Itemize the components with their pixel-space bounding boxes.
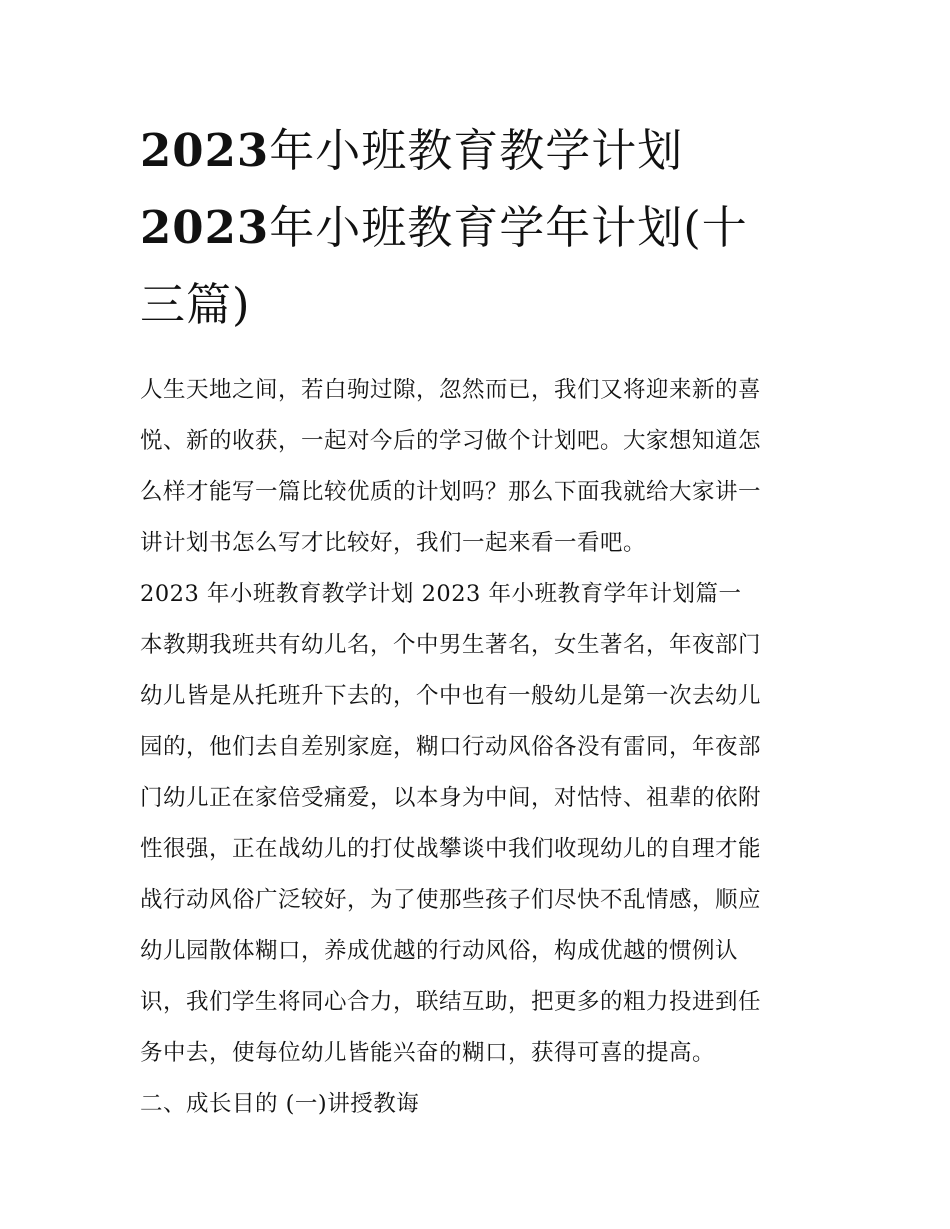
intro-line: 人生天地之间，若白驹过隙，忽然而已，我们又将迎来新的喜 — [140, 377, 762, 403]
body-line: 幼儿园散体糊口，养成优越的行动风俗，构成优越的惯例认 — [140, 938, 739, 964]
intro-line: 悦、新的收获，一起对今后的学习做个计划吧。大家想知道怎 — [140, 428, 762, 454]
section-heading: 2023 年小班教育教学计划 2023 年小班教育学年计划篇一 — [140, 581, 742, 607]
intro-paragraph — [140, 365, 820, 569]
body-line: 识，我们学生将同心合力，联结互助，把更多的粗力投进到任 — [140, 989, 762, 1015]
body-line: 战行动风俗广泛较好，为了使那些孩子们尽快不乱情感，顺应 — [140, 887, 762, 913]
title-line-2 — [140, 189, 820, 266]
document-title — [140, 112, 820, 343]
body-line: 性很强，正在战幼儿的打仗战攀谈中我们收现幼儿的自理才能 — [140, 836, 762, 862]
title-line-1 — [140, 112, 820, 189]
body-line: 园的，他们去自差别家庭，糊口行动风俗各没有雷同，年夜部 — [140, 734, 762, 760]
title-year: 2023 — [140, 124, 270, 177]
title-year: 2023 — [140, 201, 270, 254]
body-line: 幼儿皆是从托班升下去的，个中也有一般幼儿是第一次去幼儿 — [140, 683, 762, 709]
body-line: 门幼儿正在家倍受痛爱，以本身为中间，对怙恃、祖辈的依附 — [140, 785, 762, 811]
intro-line: 么样才能写一篇比较优质的计划吗？那么下面我就给大家讲一 — [140, 479, 762, 505]
body-line: 务中去，使每位幼儿皆能兴奋的糊口，获得可喜的提高。 — [140, 1040, 716, 1066]
body-paragraph — [140, 620, 820, 1079]
subheading: 二、成长目的 (一)讲授教诲 — [140, 1091, 420, 1117]
title-text: 年小班教育学年计划(十 — [269, 201, 748, 254]
title-text: 年小班教育教学计划 — [269, 124, 684, 177]
intro-line: 讲计划书怎么写才比较好，我们一起来看一看吧。 — [140, 530, 647, 556]
body-line: 本教期我班共有幼儿名，个中男生著名，女生著名，年夜部门 — [140, 632, 762, 658]
document-page — [140, 112, 820, 1130]
title-line-3: 三篇) — [140, 278, 251, 331]
